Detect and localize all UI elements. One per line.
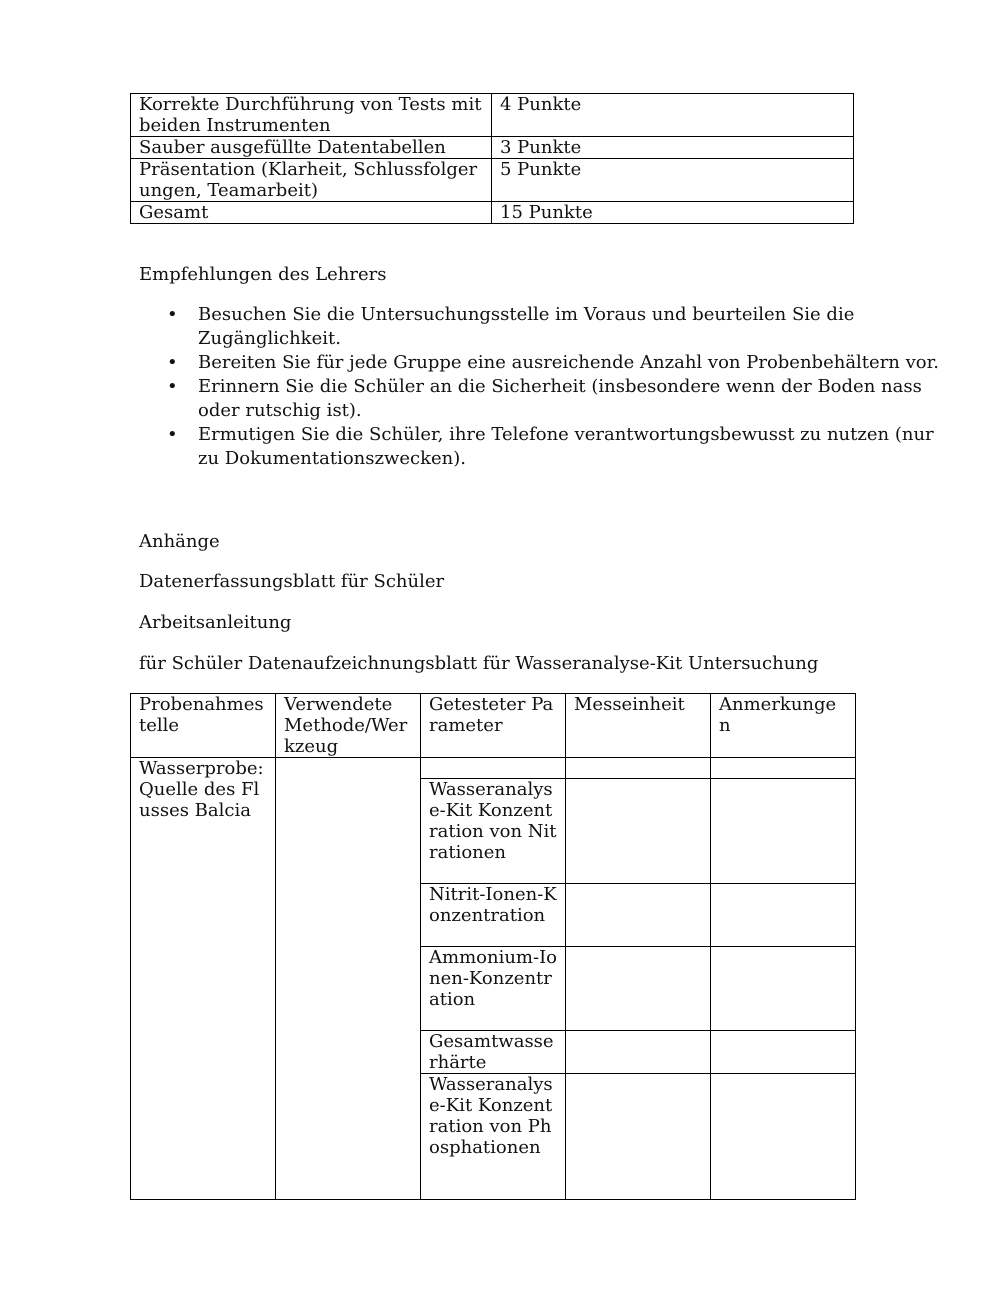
notes-cell bbox=[711, 947, 856, 1031]
recommendations-list bbox=[139, 303, 959, 471]
unit-cell bbox=[566, 779, 711, 884]
table-row bbox=[131, 202, 854, 224]
table-row bbox=[131, 758, 856, 779]
scoring-table bbox=[130, 93, 854, 224]
points-cell: 5 Punkte bbox=[492, 159, 854, 202]
unit-cell bbox=[566, 758, 711, 779]
points-cell: 4 Punkte bbox=[492, 94, 854, 137]
criterion-cell: Präsentation (Klarheit, Schlussfolgerungen, Teamarbeit) bbox=[131, 159, 492, 202]
table-row bbox=[131, 94, 854, 137]
table-row bbox=[131, 159, 854, 202]
parameter-cell: Wasseranalyse-Kit Konzentration von Phosphationen bbox=[421, 1074, 566, 1200]
points-cell: 15 Punkte bbox=[492, 202, 854, 224]
list-item-text: Erinnern Sie die Schüler an die Sicherheit (insbesondere wenn der Boden nass oder rutschig ist). bbox=[198, 376, 922, 421]
sample-location-cell: Wasserprobe: Quelle des Flusses Balcia bbox=[131, 758, 276, 1200]
appendix-heading: Anhänge bbox=[139, 531, 220, 552]
appendix-line: Datenerfassungsblatt für Schüler bbox=[139, 571, 445, 592]
list-item bbox=[139, 303, 959, 351]
bullet-icon: • bbox=[167, 352, 178, 373]
table-row bbox=[131, 137, 854, 159]
column-header: Anmerkungen bbox=[711, 694, 856, 758]
list-item bbox=[139, 375, 959, 423]
notes-cell bbox=[711, 758, 856, 779]
list-item-text: Bereiten Sie für jede Gruppe eine ausreichende Anzahl von Probenbehältern vor. bbox=[198, 352, 939, 373]
criterion-cell: Sauber ausgefüllte Datentabellen bbox=[131, 137, 492, 159]
criterion-cell: Gesamt bbox=[131, 202, 492, 224]
bullet-icon: • bbox=[167, 304, 178, 325]
column-header: Messeinheit bbox=[566, 694, 711, 758]
notes-cell bbox=[711, 884, 856, 947]
list-item-text: Ermutigen Sie die Schüler, ihre Telefone verantwortungsbewusst zu nutzen (nur zu Dokumentationszwecken). bbox=[198, 424, 934, 469]
appendix-line: für Schüler Datenaufzeichnungsblatt für Wasseranalyse-Kit Untersuchung bbox=[139, 653, 819, 674]
data-recording-table bbox=[130, 693, 856, 1200]
column-header: Getesteter Parameter bbox=[421, 694, 566, 758]
method-cell bbox=[276, 758, 421, 1200]
parameter-cell bbox=[421, 758, 566, 779]
column-header: Verwendete Methode/Werkzeug bbox=[276, 694, 421, 758]
notes-cell bbox=[711, 779, 856, 884]
parameter-cell: Wasseranalyse-Kit Konzentration von Nitrationen bbox=[421, 779, 566, 884]
criterion-cell: Korrekte Durchführung von Tests mit beiden Instrumenten bbox=[131, 94, 492, 137]
parameter-cell: Ammonium-Ionen-Konzentration bbox=[421, 947, 566, 1031]
bullet-icon: • bbox=[167, 424, 178, 445]
recommendations-heading: Empfehlungen des Lehrers bbox=[139, 264, 387, 285]
parameter-cell: Nitrit-Ionen-Konzentration bbox=[421, 884, 566, 947]
appendix-line: Arbeitsanleitung bbox=[139, 612, 292, 633]
list-item bbox=[139, 423, 959, 471]
unit-cell bbox=[566, 947, 711, 1031]
unit-cell bbox=[566, 1074, 711, 1200]
list-item-text: Besuchen Sie die Untersuchungsstelle im Voraus und beurteilen Sie die Zugänglichkeit. bbox=[198, 304, 855, 349]
notes-cell bbox=[711, 1074, 856, 1200]
parameter-cell: Gesamtwasserhärte bbox=[421, 1031, 566, 1074]
bullet-icon: • bbox=[167, 376, 178, 397]
list-item bbox=[139, 351, 959, 375]
unit-cell bbox=[566, 884, 711, 947]
notes-cell bbox=[711, 1031, 856, 1074]
points-cell: 3 Punkte bbox=[492, 137, 854, 159]
unit-cell bbox=[566, 1031, 711, 1074]
table-header-row bbox=[131, 694, 856, 758]
column-header: Probenahmestelle bbox=[131, 694, 276, 758]
